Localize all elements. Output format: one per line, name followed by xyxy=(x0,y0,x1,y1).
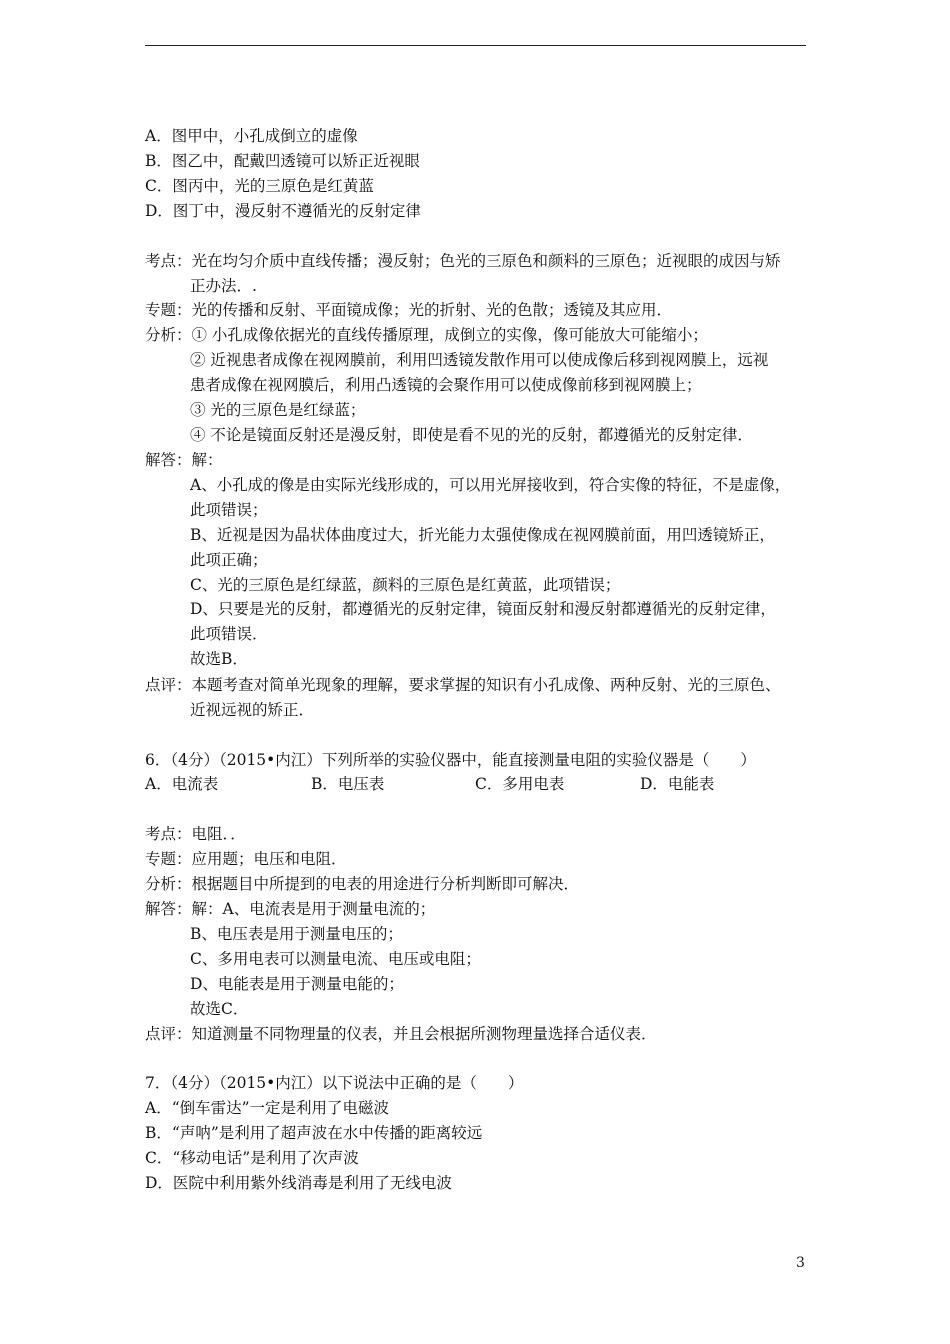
q5-option-b: B．图乙中，配戴凹透镜可以矫正近视眼 xyxy=(145,152,420,170)
q5-jieda-d-cont: 此项错误． xyxy=(190,625,268,643)
q5-zhuanti: 专题：光的传播和反射、平面镜成像；光的折射、光的色散；透镜及其应用． xyxy=(145,301,673,319)
q6-answer: 故选C． xyxy=(190,1000,249,1018)
q5-option-c: C．图丙中，光的三原色是红黄蓝 xyxy=(145,177,374,195)
q6-option-c: C．多用电表 xyxy=(475,775,565,793)
q6-jieda-c: C、多用电表可以测量电流、电压或电阻； xyxy=(190,950,481,968)
q5-kaodian-cont: 正办法．. xyxy=(190,277,257,295)
q6-jieda-b: B、电压表是用于测量电压的； xyxy=(190,925,403,943)
q5-option-d: D．图丁中，漫反射不遵循光的反射定律 xyxy=(145,202,421,220)
q5-jieda-a: A、小孔成的像是由实际光线形成的，可以用光屏接收到，符合实像的特征，不是虚像， xyxy=(190,476,791,494)
q6-fenxi: 分析：根据题目中所提到的电表的用途进行分析判断即可解决． xyxy=(145,875,580,893)
q5-fenxi-1: 分析：① 小孔成像依据光的直线传播原理，成倒立的实像，像可能放大可能缩小； xyxy=(145,326,708,344)
q6-option-b: B．电压表 xyxy=(311,775,385,793)
q6-jieda-a: 解答：解：A、电流表是用于测量电流的； xyxy=(145,900,436,918)
page-number: 3 xyxy=(796,1255,805,1271)
q6-option-d: D．电能表 xyxy=(640,775,715,793)
q5-kaodian: 考点：光在均匀介质中直线传播；漫反射；色光的三原色和颜料的三原色；近视眼的成因与矫 xyxy=(145,252,781,270)
q7-option-d: D．医院中利用紫外线消毒是利用了无线电波 xyxy=(145,1174,452,1192)
q5-fenxi-3: 患者成像在视网膜后，利用凸透镜的会聚作用可以使成像前移到视网膜上； xyxy=(190,376,702,394)
q6-zhuanti: 专题：应用题；电压和电阻． xyxy=(145,850,347,868)
q5-dianping-cont: 近视远视的矫正． xyxy=(190,701,315,719)
q5-fenxi-5: ④ 不论是镜面反射还是漫反射，即使是看不见的光的反射，都遵循光的反射定律． xyxy=(190,426,753,444)
q6-kaodian: 考点：电阻．． xyxy=(145,825,246,843)
q5-dianping: 点评：本题考查对简单光现象的理解，要求掌握的知识有小孔成像、两种反射、光的三原色、 xyxy=(145,676,781,694)
q6-jieda-d: D、电能表是用于测量电能的； xyxy=(190,975,404,993)
q7-option-a: A．“倒车雷达”一定是利用了电磁波 xyxy=(145,1099,390,1117)
q5-jieda-head: 解答：解： xyxy=(145,451,223,469)
q5-answer: 故选B． xyxy=(190,650,248,668)
q5-option-a: A．图甲中，小孔成倒立的虚像 xyxy=(145,127,358,145)
q5-jieda-c: C、光的三原色是红绿蓝，颜料的三原色是红黄蓝，此项错误； xyxy=(190,576,621,594)
q5-jieda-d: D、只要是光的反射，都遵循光的反射定律，镜面反射和漫反射都遵循光的反射定律， xyxy=(190,600,776,618)
q5-jieda-b: B、近视是因为晶状体曲度过大，折光能力太强使像成在视网膜前面，用凹透镜矫正， xyxy=(190,526,775,544)
header-rule xyxy=(145,45,806,46)
q7-option-b: B．“声呐”是利用了超声波在水中传播的距离较远 xyxy=(145,1124,483,1142)
q5-jieda-b-cont: 此项正确； xyxy=(190,551,268,569)
q6-dianping: 点评：知道测量不同物理量的仪表，并且会根据所测物理量选择合适仪表． xyxy=(145,1025,657,1043)
q6-stem: 6．（4分）（2015•内江）下列所举的实验仪器中，能直接测量电阻的实验仪器是（ ） xyxy=(145,751,756,769)
q5-fenxi-2: ② 近视患者成像在视网膜前，利用凹透镜发散作用可以使成像后移到视网膜上，远视 xyxy=(190,351,769,369)
q7-option-c: C．“移动电话”是利用了次声波 xyxy=(145,1149,359,1167)
q6-option-a: A．电流表 xyxy=(145,775,219,793)
q7-stem: 7．（4分）（2015•内江）以下说法中正确的是（ ） xyxy=(145,1074,524,1092)
q5-jieda-a-cont: 此项错误； xyxy=(190,501,268,519)
q5-fenxi-4: ③ 光的三原色是红绿蓝； xyxy=(190,401,366,419)
